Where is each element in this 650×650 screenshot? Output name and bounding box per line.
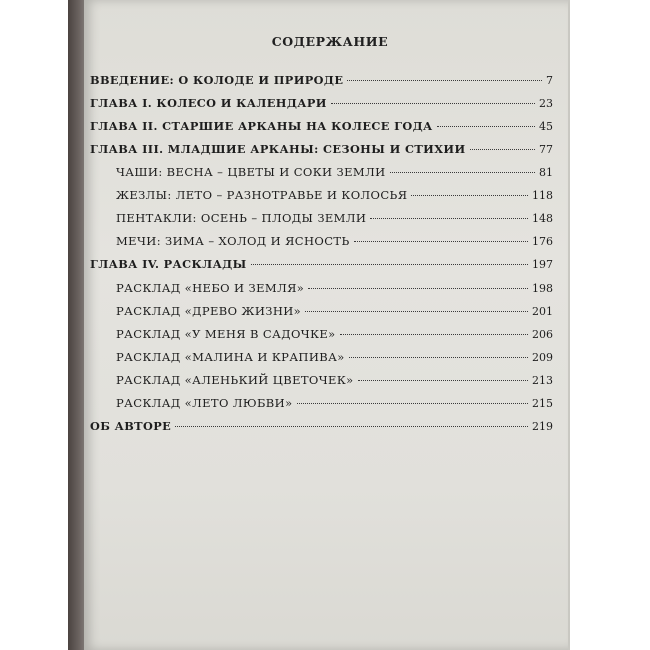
toc-entry-page: 215 (532, 396, 553, 410)
toc-dot-leader (308, 288, 528, 289)
toc-dot-leader (411, 195, 528, 196)
toc-entry (116, 396, 553, 416)
toc-entry-label: ПЕНТАКЛИ: ОСЕНЬ – ПЛОДЫ ЗЕМЛИ (116, 211, 367, 226)
toc-entry (116, 165, 553, 185)
toc-entry-label: РАСКЛАД «ДРЕВО ЖИЗНИ» (116, 303, 302, 318)
toc-entry (90, 142, 553, 162)
toc-entry-label: ГЛАВА II. СТАРШИЕ АРКАНЫ НА КОЛЕСЕ ГОДА (90, 119, 433, 134)
toc-entry (116, 234, 553, 254)
toc-dot-leader (331, 103, 535, 104)
toc-title: СОДЕРЖАНИЕ (271, 34, 389, 49)
toc-entry-label: МЕЧИ: ЗИМА – ХОЛОД И ЯСНОСТЬ (116, 234, 350, 249)
toc-entry-page: 197 (532, 258, 553, 272)
toc-entry-label: ГЛАВА I. КОЛЕСО И КАЛЕНДАРИ (90, 96, 327, 110)
toc-dot-leader (349, 357, 528, 358)
toc-entry-label: РАСКЛАД «АЛЕНЬКИЙ ЦВЕТОЧЕК» (116, 372, 354, 387)
toc-entry (116, 304, 553, 324)
toc-dot-leader (347, 80, 542, 81)
toc-dot-leader (390, 172, 536, 173)
toc-dot-leader (251, 264, 528, 265)
toc-entry-page: 206 (532, 327, 553, 341)
toc-entry-page: 213 (532, 373, 553, 387)
toc-entry-page: 45 (539, 120, 553, 134)
toc-entry (90, 96, 553, 116)
toc-entry-page: 81 (539, 166, 553, 180)
toc-entry (116, 327, 553, 347)
toc-entry-page: 23 (539, 97, 553, 110)
toc-dot-leader (305, 311, 528, 312)
toc-dot-leader (437, 126, 535, 127)
toc-dot-leader (354, 241, 528, 242)
toc-entry (116, 373, 553, 393)
toc-dot-leader (358, 380, 528, 381)
toc-entry (116, 211, 553, 231)
toc-entry (116, 281, 553, 301)
toc-entry-label: РАСКЛАД «ЛЕТО ЛЮБВИ» (116, 395, 293, 410)
toc-entry-label: ГЛАВА III. МЛАДШИЕ АРКАНЫ: СЕЗОНЫ И СТИХИИ (90, 142, 466, 157)
toc-entry-page: 7 (546, 74, 553, 87)
toc-entry (90, 119, 553, 139)
toc-entry (116, 188, 553, 208)
toc-entry-label: ОБ АВТОРЕ (90, 418, 172, 433)
toc-entry (116, 350, 553, 370)
toc-dot-leader (297, 403, 528, 404)
toc-entry-page: 176 (532, 235, 553, 249)
toc-entry-label: РАСКЛАД «НЕБО И ЗЕМЛЯ» (116, 280, 305, 295)
toc-entry (90, 419, 553, 439)
toc-entry-page: 219 (532, 419, 553, 433)
toc-entry-label: РАСКЛАД «У МЕНЯ В САДОЧКЕ» (116, 326, 336, 341)
toc-entry-label: ВВЕДЕНИЕ: О КОЛОДЕ И ПРИРОДЕ (90, 73, 344, 87)
toc-dot-leader (340, 334, 528, 335)
toc-entry (90, 73, 553, 93)
toc-dot-leader (470, 149, 535, 150)
toc-entry (90, 257, 553, 277)
toc-dot-leader (370, 218, 528, 219)
toc-entry-label: РАСКЛАД «МАЛИНА И КРАПИВА» (116, 349, 345, 364)
toc-entry-label: ГЛАВА IV. РАСКЛАДЫ (90, 257, 247, 272)
toc-entry-label: ЖЕЗЛЫ: ЛЕТО – РАЗНОТРАВЬЕ И КОЛОСЬЯ (116, 188, 408, 203)
toc-entry-page: 198 (532, 281, 553, 295)
toc-entry-page: 77 (539, 143, 553, 157)
toc-entry-label: ЧАШИ: ВЕСНА – ЦВЕТЫ И СОКИ ЗЕМЛИ (116, 165, 386, 180)
toc-entry-page: 209 (532, 350, 553, 364)
toc-entry-page: 118 (532, 189, 553, 203)
toc-entry-page: 201 (532, 304, 553, 318)
toc-entry-page: 148 (532, 212, 553, 226)
toc-dot-leader (175, 426, 528, 427)
